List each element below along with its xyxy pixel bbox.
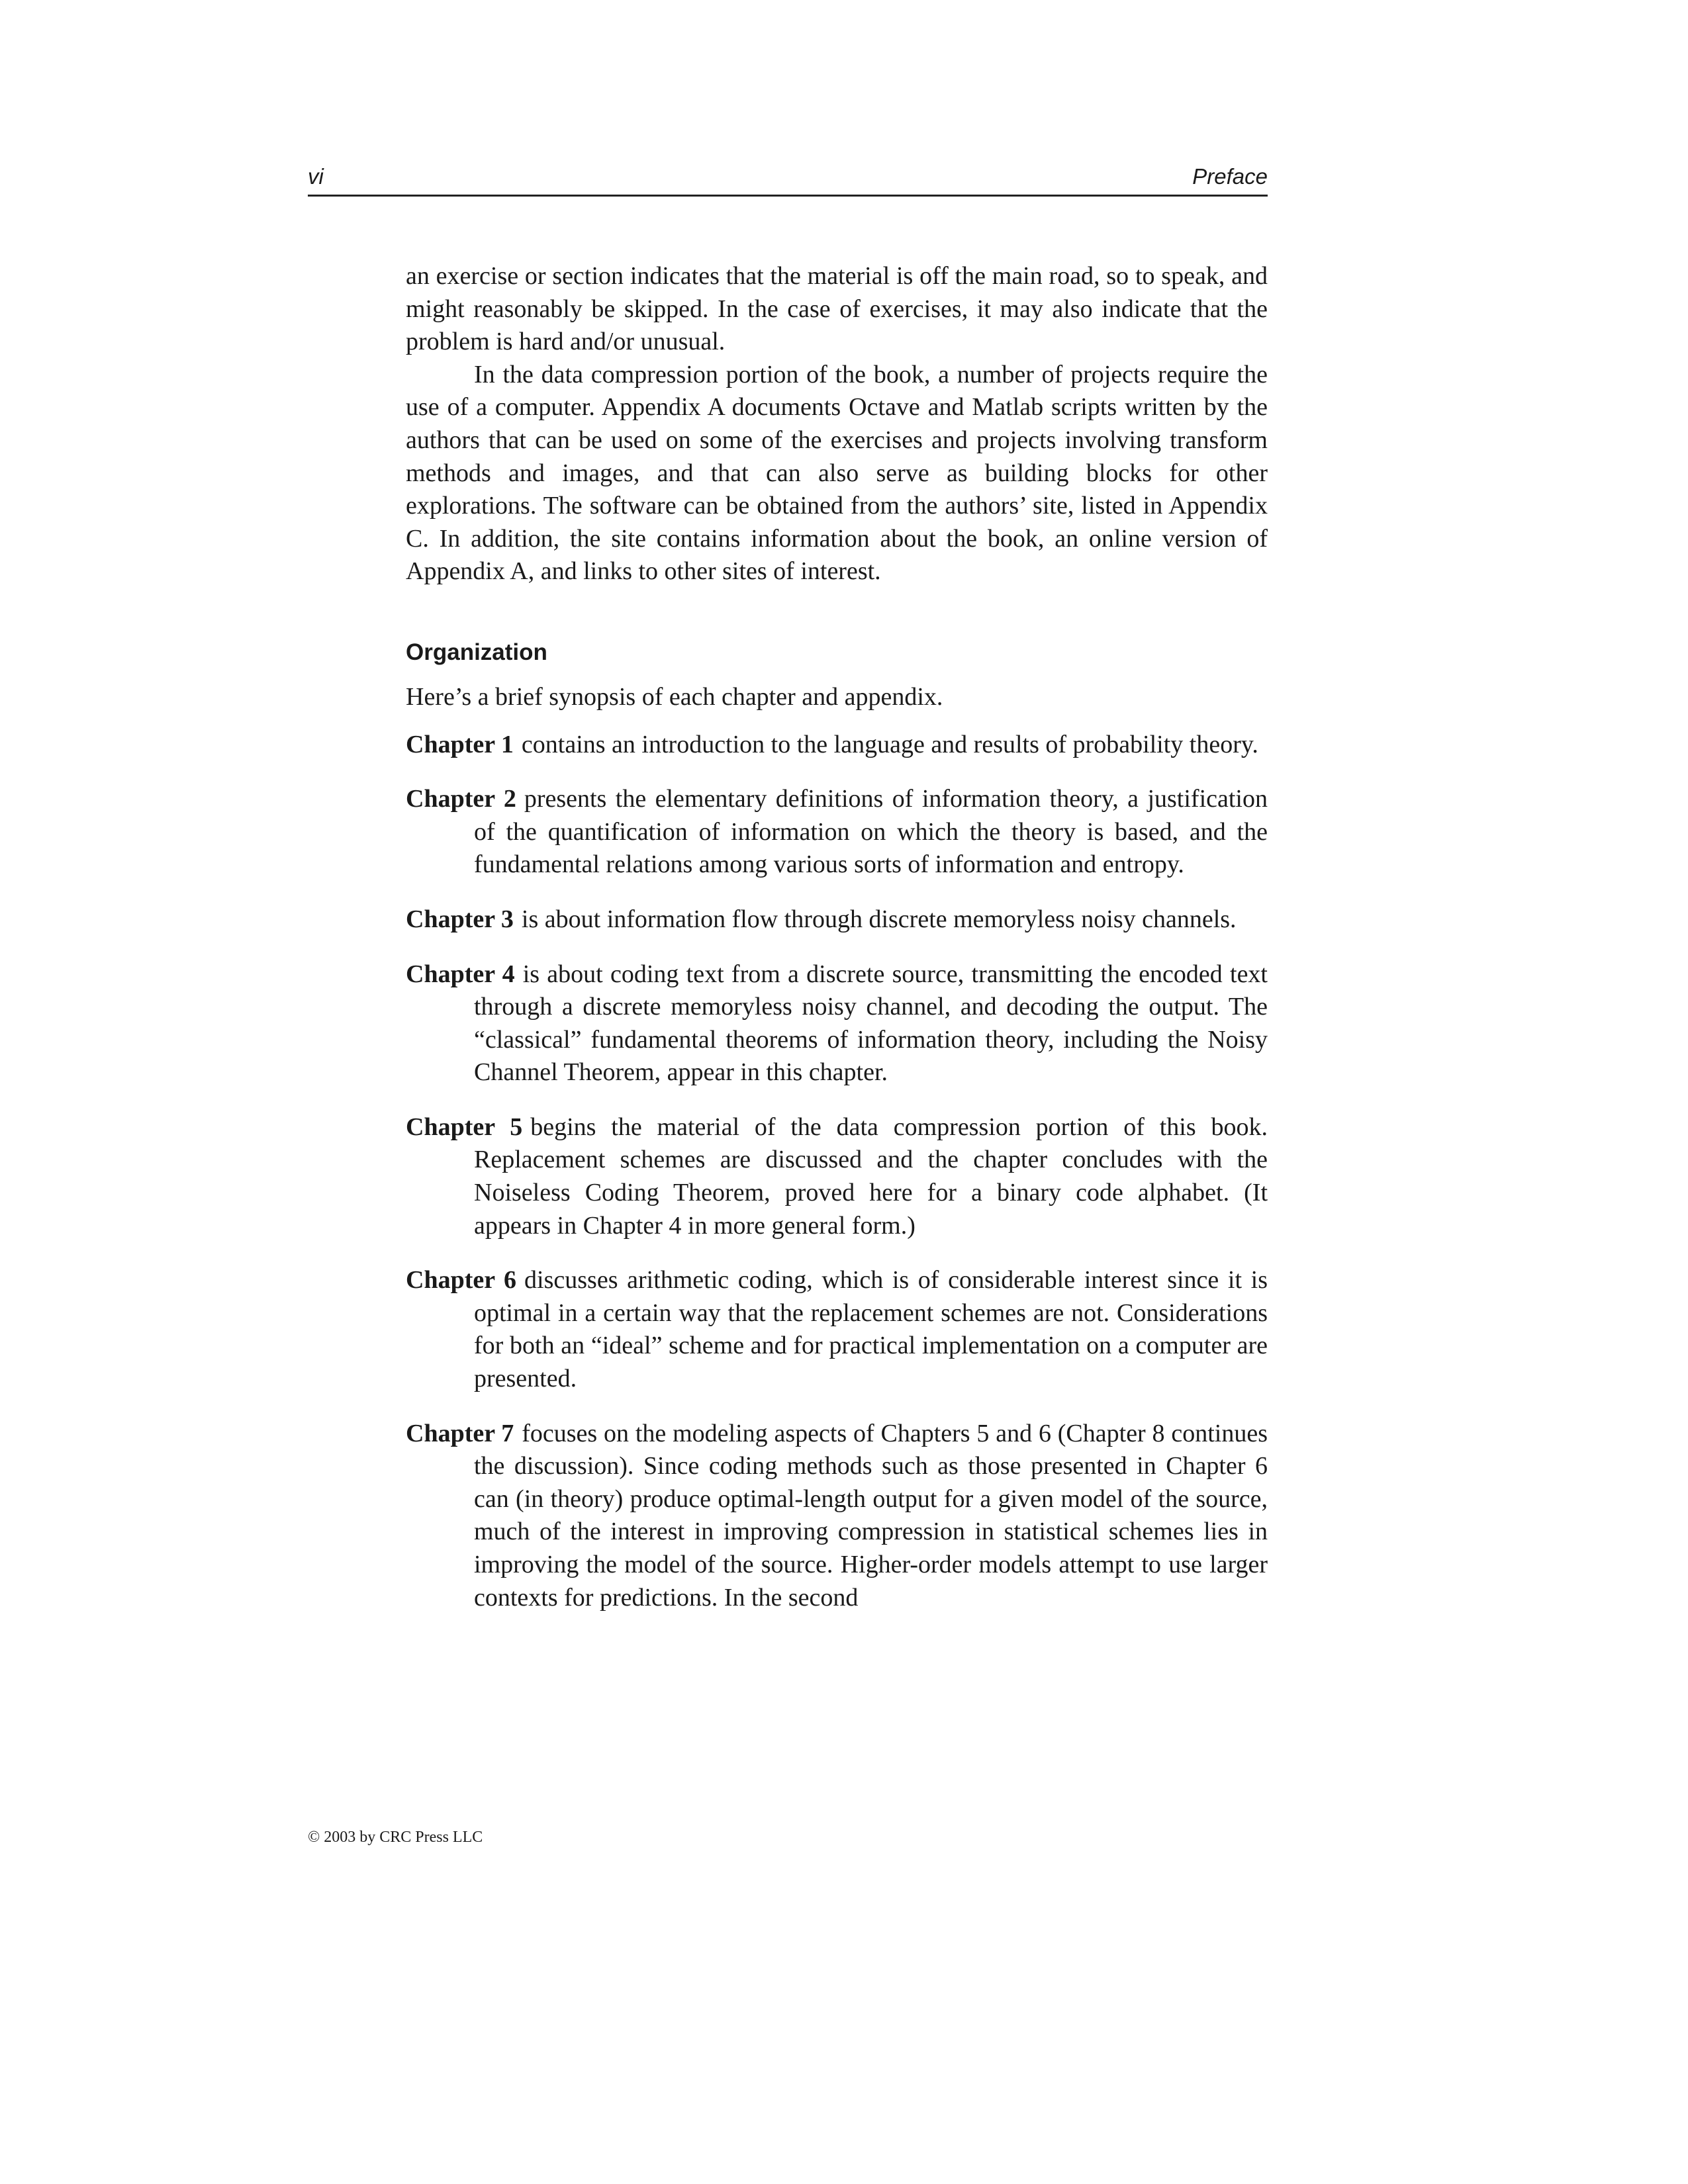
chapter-description: focuses on the modeling aspects of Chapters 5 and 6 (Chapter 8 continues the discussion). Since coding methods such as those presented in Chapter 6 can (in theory) produce optimal-length output for a given model of the source, much of the interest in improving compression in statistical schemes lies in improving the model of the source. Higher-order models attempt to use larger contexts for predictions. In the second [474, 1419, 1268, 1612]
chapter-label: Chapter 5 [406, 1113, 523, 1141]
chapter-entry-3 [406, 903, 1268, 936]
chapter-label: Chapter 3 [406, 905, 514, 933]
chapter-entry-7 [406, 1418, 1268, 1615]
chapter-description: is about coding text from a discrete source, transmitting the encoded text through a discrete memoryless noisy channel, and decoding the output. The “classical” fundamental theorems of information theory, including the Noisy Channel Theorem, appear in this chapter. [474, 960, 1268, 1087]
copyright-notice: © 2003 by CRC Press LLC [308, 1829, 483, 1846]
chapter-label: Chapter 2 [406, 785, 516, 813]
chapter-description: presents the elementary definitions of information theory, a justification of the quantification of information on which the theory is based, and the fundamental relations among various sorts of information and entropy. [474, 785, 1268, 879]
chapter-entry-1 [406, 729, 1268, 762]
chapter-description: is about information flow through discrete memoryless noisy channels. [521, 905, 1237, 933]
chapter-entry-6 [406, 1264, 1268, 1395]
chapter-description: begins the material of the data compression portion of this book. Replacement schemes are discussed and the chapter concludes with the Noiseless Coding Theorem, proved here for a binary code alphabet. (It appears in Chapter 4 in more general form.) [474, 1113, 1268, 1240]
chapter-entry-4 [406, 958, 1268, 1089]
chapter-label: Chapter 4 [406, 960, 515, 988]
running-title: Preface [1192, 164, 1268, 189]
paragraph-continued: an exercise or section indicates that the material is off the main road, so to speak, and might reasonably be skipped. In the case of exercises, it may also indicate that the problem is hard and/or unusual. [406, 262, 1268, 356]
chapter-entry-2 [406, 783, 1268, 882]
chapter-description: contains an introduction to the language and results of probability theory. [521, 730, 1258, 758]
chapter-label: Chapter 1 [406, 730, 514, 758]
page-number: vi [308, 164, 324, 189]
chapter-entry-5 [406, 1111, 1268, 1242]
chapter-label: Chapter 6 [406, 1266, 517, 1295]
chapter-synopsis-list [406, 729, 1268, 1615]
chapter-description: discusses arithmetic coding, which is of considerable interest since it is optimal in a certain way that the replacement schemes are not. Considerations for both an “ideal” scheme and for practical implementation on a computer are presented. [474, 1266, 1268, 1393]
chapter-label: Chapter 7 [406, 1419, 514, 1447]
paragraph-data-compression: In the data compression portion of the book, a number of projects require the use of a computer. Appendix A documents Octave and Matlab scripts written by the authors that can be used on some of the exercises and projects involving transform methods and images, and that can also serve as building blocks for other explorations. The software can be obtained from the authors’ site, listed in Appendix C. In addition, the site contains information about the book, an online version of Appendix A, and links to other sites of interest. [406, 360, 1268, 586]
organization-intro: Here’s a brief synopsis of each chapter and appendix. [406, 682, 943, 711]
section-heading-organization: Organization [406, 639, 547, 665]
body-text [406, 260, 1268, 1636]
running-head [308, 161, 1268, 197]
